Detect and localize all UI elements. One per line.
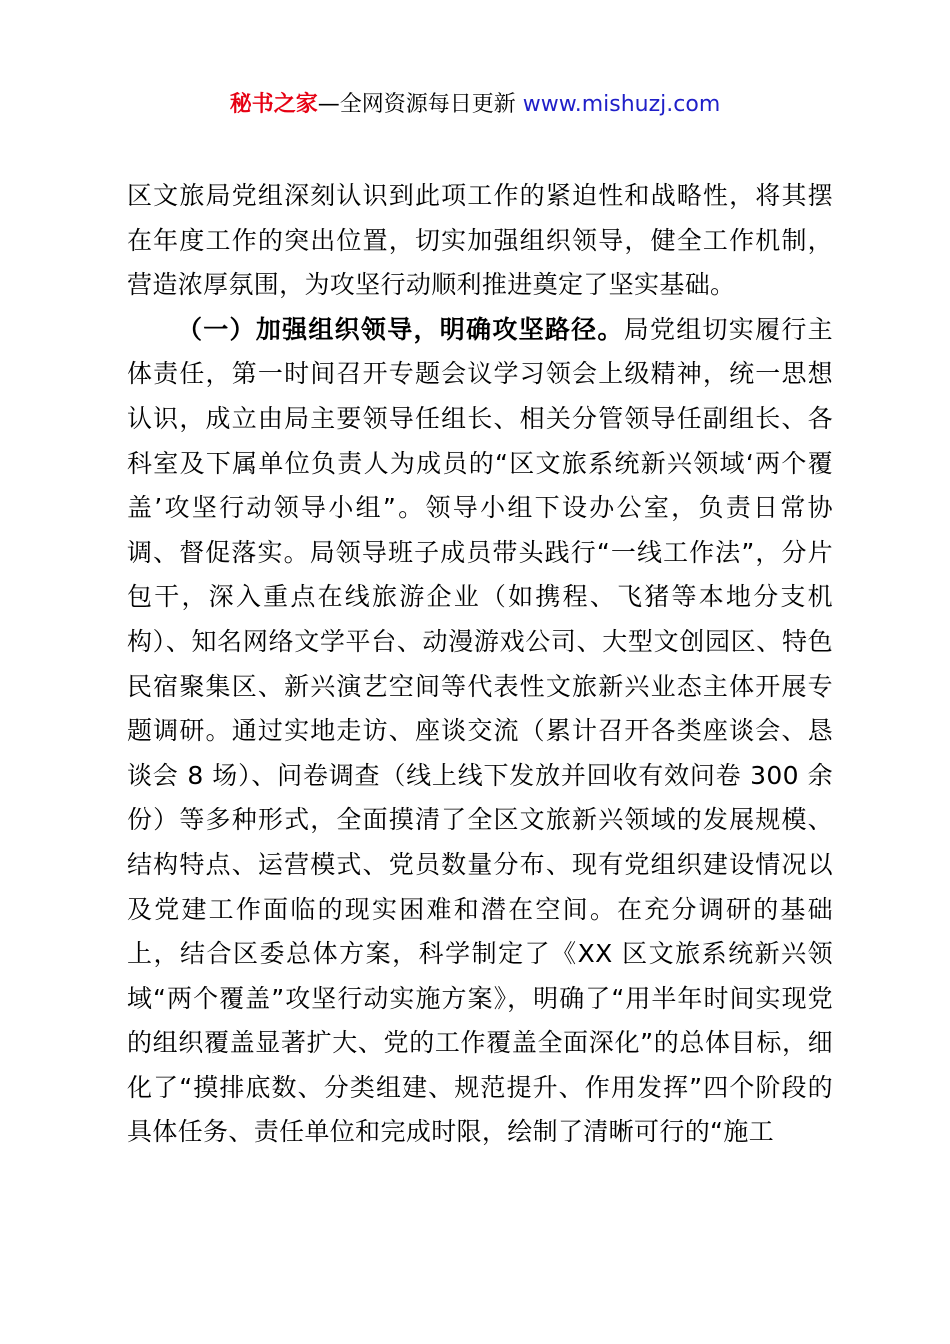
site-header [0,88,950,122]
document-body [127,174,833,1155]
section-heading: （一）加强组织领导，明确攻坚路径。 [177,314,624,344]
paragraph-1: 区文旅局党组深刻认识到此项工作的紧迫性和战略性，将其摆在年度工作的突出位置，切实加强组织领导，健全工作机制，营造浓厚氛围，为攻坚行动顺利推进奠定了坚实基础。 [127,181,833,300]
site-tagline: —全网资源每日更新 [317,92,523,117]
paragraph-2 [127,308,833,1155]
site-brand: 秘书之家 [229,92,318,117]
site-url-link[interactable]: www.mishuzj.com [522,92,721,117]
paragraph-2-body: 局党组切实履行主体责任，第一时间召开专题会议学习领会上级精神，统一思想认识，成立由局主要领导任组长、相关分管领导任副组长、各科室及下属单位负责人为成员的“区文旅系统新兴领域‘两个覆盖’攻坚行动领导小组”。领导小组下设办公室，负责日常协调、督促落实。局领导班子成员带头践行“一线工作法”，分片包干，深入重点在线旅游企业（如携程、飞猪等本地分支机构）、知名网络文学平台、动漫游戏公司、大型文创园区、特色民宿聚集区、新兴演艺空间等代表性文旅新兴业态主体开展专题调研。通过实地走访、座谈交流（累计召开各类座谈会、恳谈会 8 场）、问卷调查（线上线下发放并回收有效问卷 300 余份）等多种形式，全面摸清了全区文旅新兴领域的发展规模、结构特点、运营模式、党员数量分布、现有党组织建设情况以及党建工作面临的现实困难和潜在空间。在充分调研的基础上，结合区委总体方案，科学制定了《XX 区文旅系统新兴领域“两个覆盖”攻坚行动实施方案》，明确了“用半年时间实现党的组织覆盖显著扩大、党的工作覆盖全面深化”的总体目标，细化了“摸排底数、分类组建、规范提升、作用发挥”四个阶段的具体任务、责任单位和完成时限，绘制了清晰可行的“施工 [127,314,833,1147]
